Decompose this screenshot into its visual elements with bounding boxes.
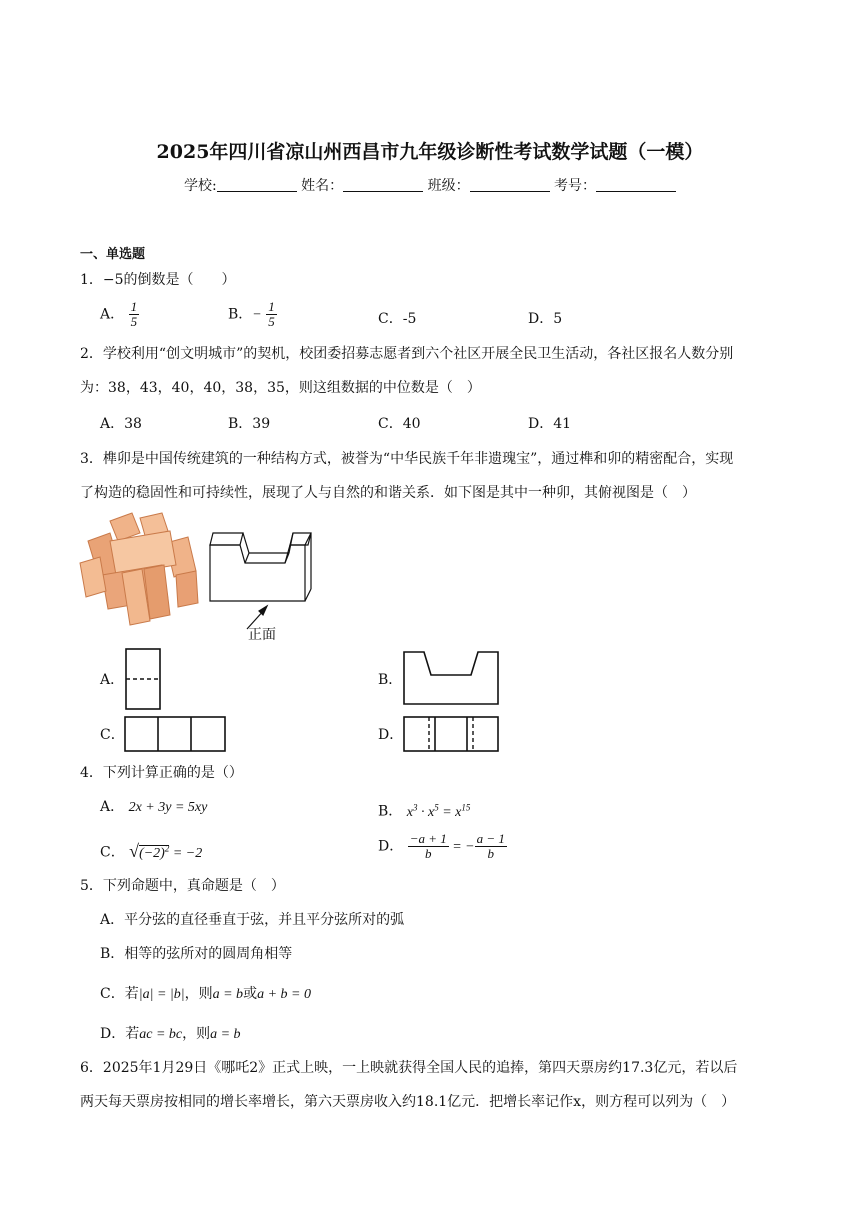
q5-option-c	[100, 984, 311, 1005]
q2-option-a: A．38	[100, 416, 142, 432]
q1-b-sign: −	[252, 307, 262, 323]
q1-a-den: 5	[130, 314, 138, 329]
q5-d-mid: ，则	[182, 1026, 211, 1042]
q5-d-m1: ac = bc	[139, 1027, 183, 1042]
q4-option-d	[378, 832, 507, 861]
school-blank	[217, 177, 297, 192]
q4-d-frac1	[408, 832, 449, 861]
q4-b-exp2: 5	[434, 802, 439, 812]
q4-d-den1: b	[424, 846, 432, 861]
name-blank	[343, 177, 423, 192]
q5-c-m1: a = b	[212, 987, 244, 1002]
q4-b-base2: x	[427, 804, 435, 820]
q1-option-a	[100, 300, 139, 329]
section-heading: 一、单选题	[80, 247, 146, 262]
class-label: 班级：	[427, 178, 470, 194]
q5-d-label: D．若	[100, 1026, 140, 1042]
q4-b-eq: = x	[438, 804, 462, 820]
q4-b-exp1: 3	[412, 802, 418, 812]
q4-c-exp: 2	[164, 843, 170, 853]
q3-option-b-label: B．	[378, 672, 403, 688]
q4-b-dot: ·	[417, 804, 428, 820]
q1-a-fraction	[129, 300, 140, 329]
q3-option-b-figure	[403, 651, 499, 705]
q1-option-c: C．-5	[378, 311, 417, 327]
q3-option-c-figure	[124, 716, 226, 752]
q3-option-c-label: C．	[100, 727, 125, 743]
q5-c-or: 或	[243, 986, 258, 1002]
q4-option-c	[100, 838, 202, 864]
q4-a-expr: 2x + 3y = 5xy	[128, 800, 208, 815]
sqrt-icon: √	[129, 840, 140, 861]
q5-stem: 5．下列命题中，真命题是（ ）	[80, 878, 285, 894]
q3-option-d-label: D．	[378, 727, 404, 743]
student-info-line	[0, 175, 860, 195]
class-blank	[470, 177, 550, 192]
q4-option-a	[100, 797, 207, 818]
q1-b-num: 1	[268, 299, 275, 314]
q3-line1: 3．榫卯是中国传统建筑的一种结构方式，被誉为“中华民族千年非遗瑰宝”，通过榫和卯的精密配合，实现	[80, 451, 734, 467]
q5-c-label: C．若	[100, 986, 139, 1002]
q6-line2: 两天每天票房按相同的增长率增长，第六天票房收入约18.1亿元．把增长率记作x，则方程可以列为（ ）	[80, 1094, 736, 1110]
q4-c-rhs: = −2	[169, 845, 203, 861]
q2-option-c: C．40	[378, 416, 421, 432]
q1-stem: 1．−5的倒数是（ ）	[80, 272, 236, 288]
q5-c-m2: a + b = 0	[257, 987, 311, 1002]
school-label: 学校:	[183, 178, 217, 194]
q5-option-d	[100, 1024, 241, 1045]
q5-c-abs-b: b	[173, 987, 181, 1002]
q4-b-label: B．	[378, 803, 403, 820]
q5-d-m2: a = b	[210, 1027, 241, 1042]
q4-option-b	[378, 797, 470, 823]
q6-line1: 6．2025年1月29日《哪吒2》正式上映，一上映就获得全国人民的追捧，第四天票房约17.3亿元，若以后	[80, 1060, 738, 1076]
q4-b-exp3: 15	[461, 802, 471, 812]
number-blank	[596, 177, 676, 192]
q1-a-label: A．	[100, 306, 125, 323]
q5-option-b: B．相等的弦所对的圆周角相等	[100, 946, 293, 962]
q3-option-a-label: A．	[100, 672, 125, 688]
q4-b-expr	[406, 802, 471, 820]
q2-line1: 2．学校利用“创文明城市”的契机，校团委招募志愿者到六个社区开展全民卫生活动，各社区报名人数分别	[80, 346, 734, 362]
q4-c-expr	[129, 840, 203, 861]
q1-option-d: D．5	[528, 311, 563, 327]
name-label: 姓名：	[301, 178, 344, 194]
q2-option-b: B．39	[228, 416, 271, 432]
q5-c-abs-a: a	[142, 987, 150, 1002]
q4-b-base1: x	[406, 804, 413, 820]
q4-d-num1: −a + 1	[409, 831, 447, 846]
q4-d-eq: = −	[448, 839, 475, 855]
q5-c-eq: =	[153, 987, 170, 1002]
q4-c-label: C．	[100, 844, 125, 861]
tenon-puzzle-photo	[80, 513, 200, 628]
q5-option-a: A．平分弦的直径垂直于弦，并且平分弦所对的弧	[100, 912, 405, 928]
q4-a-label: A．	[100, 799, 125, 815]
front-view-label: 正面	[248, 627, 276, 643]
q4-d-num2: a − 1	[476, 831, 505, 846]
q1-b-den: 5	[268, 314, 275, 329]
q3-option-a-figure	[125, 648, 161, 710]
q4-d-frac2	[475, 832, 507, 861]
q4-c-radicand	[139, 845, 169, 861]
q3-option-d-figure	[403, 716, 499, 752]
q4-c-inner: (−2)	[139, 845, 165, 861]
q2-line2: 为：38，43，40，40，38，35，则这组数据的中位数是（ ）	[80, 380, 481, 396]
q1-b-label: B．	[228, 306, 253, 323]
q5-c-mid: ，则	[184, 986, 213, 1002]
exam-title: 2025年四川省凉山州西昌市九年级诊断性考试数学试题（一模）	[156, 141, 704, 163]
number-label: 考号：	[554, 178, 597, 194]
q1-option-b	[228, 300, 277, 329]
q4-d-den2: b	[487, 846, 495, 861]
q3-line2: 了构造的稳固性和可持续性，展现了人与自然的和谐关系．如下图是其中一种卯，其俯视图是（ ）	[80, 485, 696, 501]
q1-a-num: 1	[130, 299, 138, 314]
q5-c-abs-expr: |a| = |b|	[138, 987, 185, 1002]
q4-stem: 4．下列计算正确的是（）	[80, 765, 243, 781]
q1-b-fraction	[266, 300, 277, 329]
q4-d-label: D．	[378, 838, 404, 855]
q2-option-d: D．41	[528, 416, 572, 432]
